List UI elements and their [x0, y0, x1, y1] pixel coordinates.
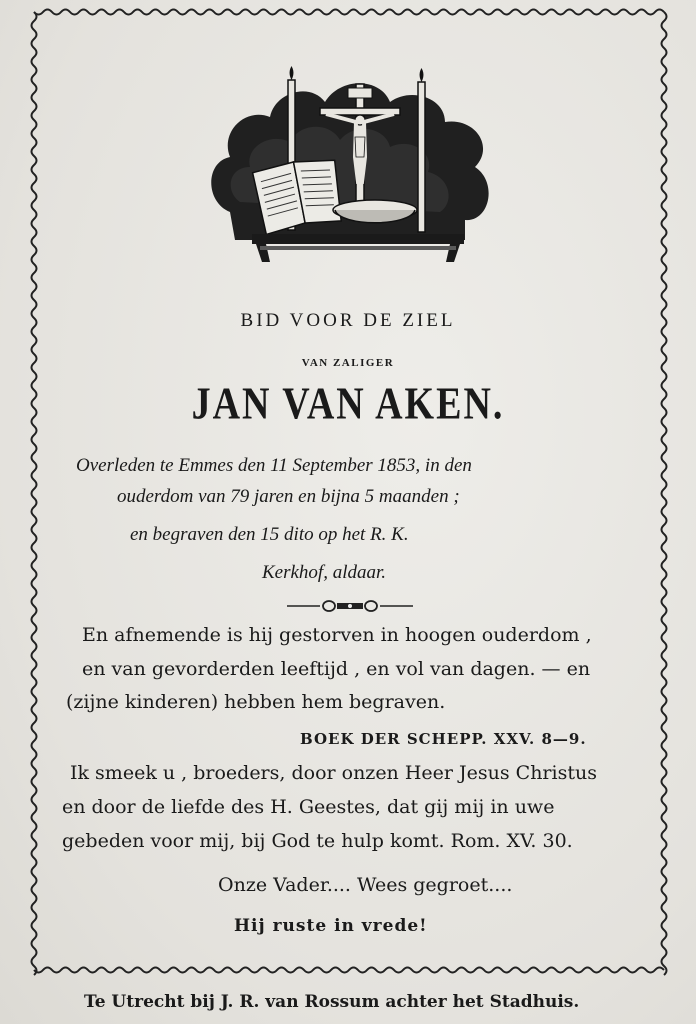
border-wave	[662, 12, 667, 975]
border-wave	[34, 10, 664, 15]
prayers-line: Onze Vader.... Wees gegroet....	[218, 874, 513, 896]
details-line-3: en begraven den 15 dito op het R. K.	[130, 524, 409, 545]
details-line-1: Overleden te Emmes den 11 September 1853, in den	[76, 455, 472, 476]
scripture1-line-2: en van gevorderden leeftijd , en vol van dagen. — en	[82, 658, 591, 680]
closing-line: Hij ruste in vrede!	[234, 916, 428, 936]
deceased-name: JAN VAN AKEN.	[191, 378, 505, 430]
scripture1-line-3: (zijne kinderen) hebben hem begraven.	[66, 691, 446, 713]
border-wave	[32, 12, 37, 975]
scripture2-line-1: Ik smeek u , broeders, door onzen Heer Jesus Christus	[70, 762, 597, 784]
scripture1-line-1: En afnemende is hij gestorven in hoogen ouderdom ,	[82, 624, 592, 646]
prayer-heading: BID VOOR DE ZIEL	[240, 310, 456, 331]
scripture1-reference: BOEK DER SCHEPP. XXV. 8—9.	[300, 730, 587, 748]
subtitle: VAN ZALIGER	[301, 357, 395, 369]
details-line-2: ouderdom van 79 jaren en bijna 5 maanden ;	[117, 486, 460, 507]
details-line-4: Kerkhof, aldaar.	[262, 562, 387, 583]
border-wave	[34, 968, 664, 973]
ornamental-divider-icon	[285, 596, 415, 616]
printer-imprint: Te Utrecht bij J. R. van Rossum achter het Stadhuis.	[84, 992, 580, 1012]
crucifix-with-candles-and-book-icon	[200, 62, 500, 277]
scripture2-line-3: gebeden voor mij, bij God te hulp komt. Rom. XV. 30.	[62, 830, 573, 852]
scripture2-line-2: en door de liefde des H. Geestes, dat gij mij in uwe	[62, 796, 555, 818]
